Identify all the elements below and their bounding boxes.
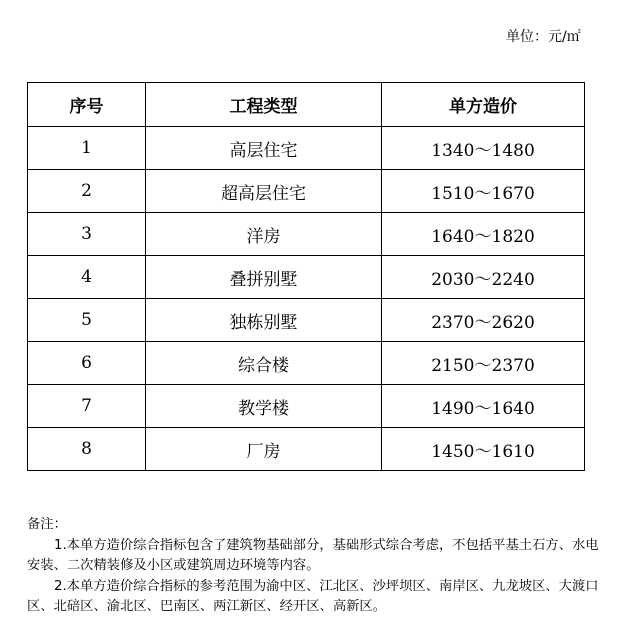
cell-index: 1 — [28, 127, 146, 170]
cell-project-type: 超高层住宅 — [146, 170, 382, 213]
note-item: 1.本单方造价综合指标包含了建筑物基础部分，基础形式综合考虑，不包括平基土石方、水电安装、二次精装修及小区或建筑周边环境等内容。 — [27, 537, 599, 573]
cell-project-type: 独栋别墅 — [146, 299, 382, 342]
cell-index: 7 — [28, 385, 146, 428]
table-row — [28, 127, 585, 170]
cell-index: 5 — [28, 299, 146, 342]
cell-index: 8 — [28, 428, 146, 471]
table-row — [28, 299, 585, 342]
cell-index: 4 — [28, 256, 146, 299]
cell-unit-cost: 1340～1480 — [382, 127, 585, 170]
cell-project-type: 厂房 — [146, 428, 382, 471]
cell-index: 6 — [28, 342, 146, 385]
table-row — [28, 256, 585, 299]
table-row — [28, 385, 585, 428]
cell-unit-cost: 1450～1610 — [382, 428, 585, 471]
header-index: 序号 — [28, 83, 146, 127]
cell-index: 3 — [28, 213, 146, 256]
cost-table — [27, 82, 585, 471]
notes-title: 备注： — [27, 517, 67, 532]
cell-project-type: 洋房 — [146, 213, 382, 256]
table-row — [28, 170, 585, 213]
cell-unit-cost: 2030～2240 — [382, 256, 585, 299]
notes-section — [27, 515, 602, 618]
cell-unit-cost: 2150～2370 — [382, 342, 585, 385]
table-header-row — [28, 83, 585, 127]
note-item: 2.本单方造价综合指标的参考范围为渝中区、江北区、沙坪坝区、南岸区、九龙坡区、大渡口区、北碚区、渝北区、巴南区、两江新区、经开区、高新区。 — [27, 578, 599, 614]
table-row — [28, 213, 585, 256]
cell-index: 2 — [28, 170, 146, 213]
cell-unit-cost: 1640～1820 — [382, 213, 585, 256]
cell-project-type: 教学楼 — [146, 385, 382, 428]
cell-project-type: 高层住宅 — [146, 127, 382, 170]
cell-unit-cost: 1510～1670 — [382, 170, 585, 213]
cell-unit-cost: 1490～1640 — [382, 385, 585, 428]
unit-label: 单位：元/㎡ — [506, 29, 581, 45]
cell-unit-cost: 2370～2620 — [382, 299, 585, 342]
table-row — [28, 342, 585, 385]
header-project-type: 工程类型 — [146, 83, 382, 127]
cell-project-type: 综合楼 — [146, 342, 382, 385]
header-unit-cost: 单方造价 — [382, 83, 585, 127]
table-row — [28, 428, 585, 471]
cell-project-type: 叠拼别墅 — [146, 256, 382, 299]
